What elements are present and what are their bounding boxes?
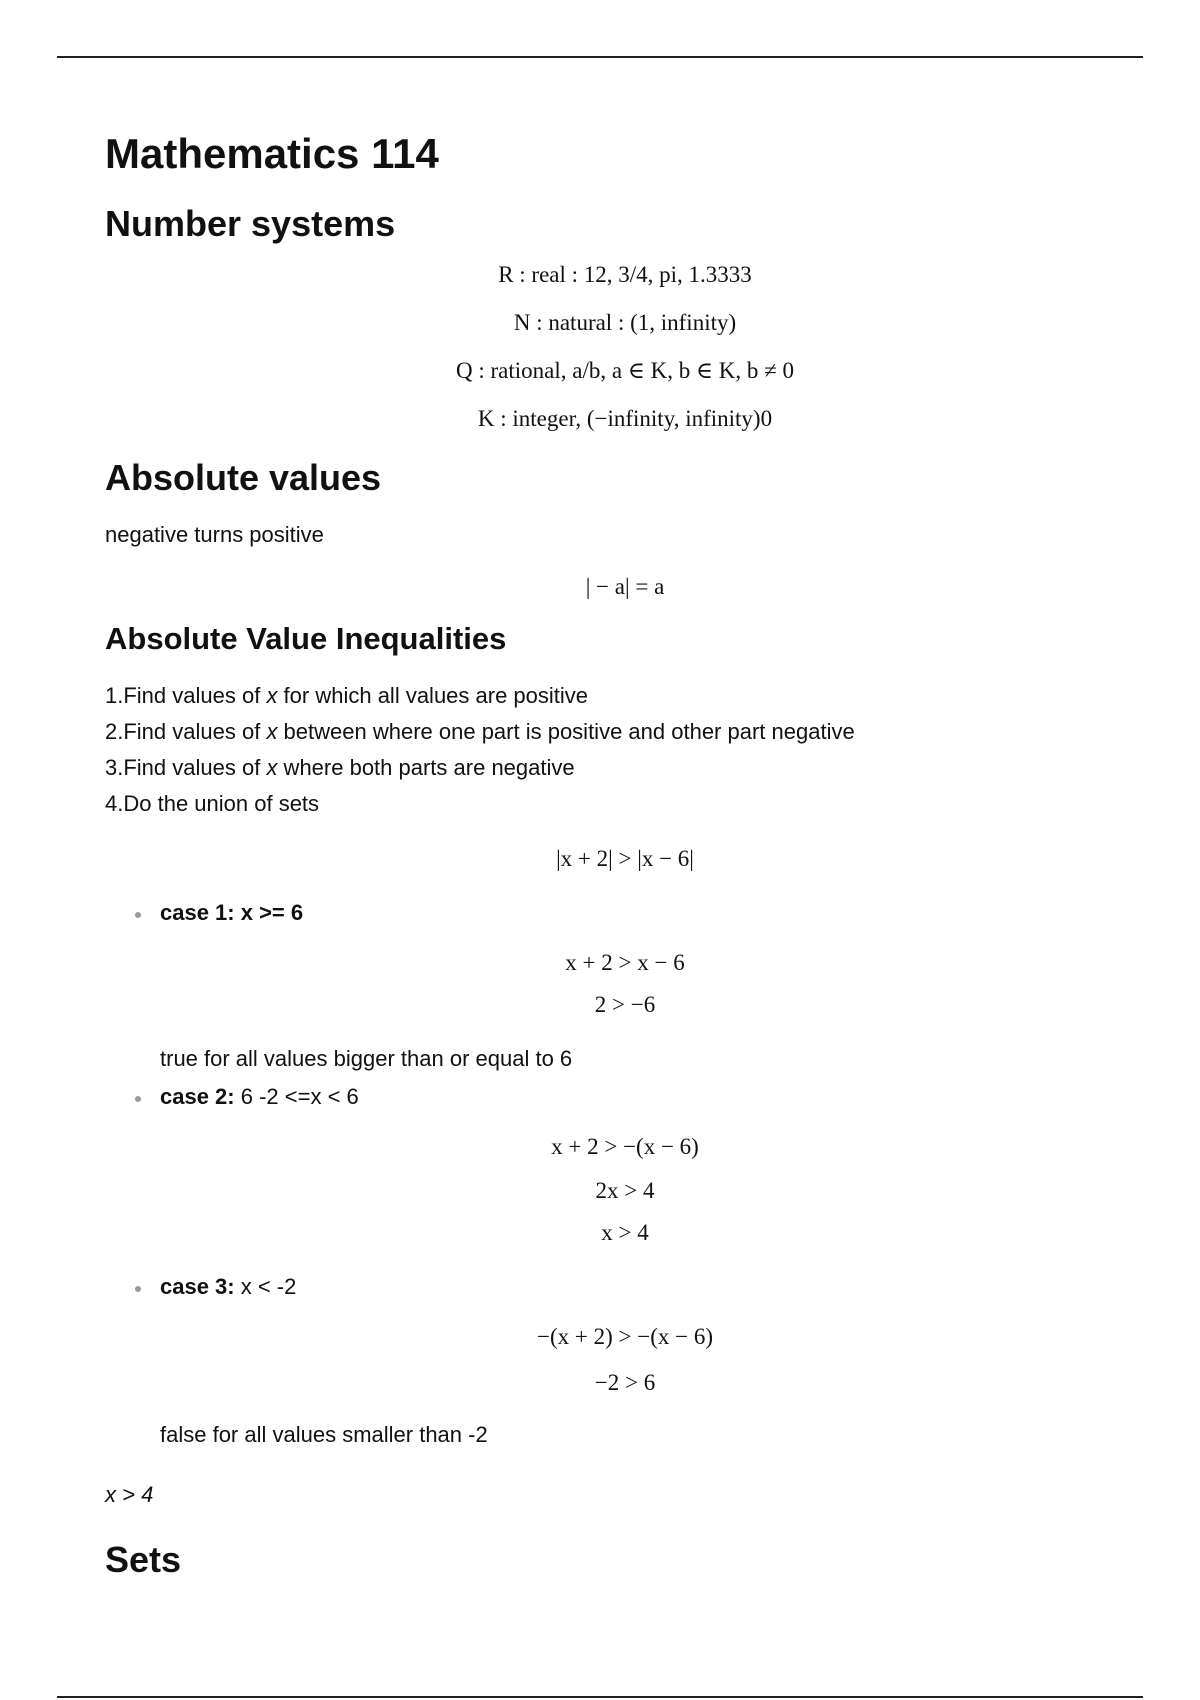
case-note: false for all values smaller than -2 xyxy=(160,1422,488,1447)
heading-absolute-values: Absolute values xyxy=(105,457,382,498)
case-list xyxy=(105,898,1145,1450)
case-formulas xyxy=(160,1132,1145,1248)
page-title: Mathematics 114 xyxy=(105,130,439,177)
case-label: case 1: x >= 6 xyxy=(160,900,304,925)
step-item: 2.Find values of x between where one part is positive and other part negative xyxy=(105,719,855,744)
step-item: 4.Do the union of sets xyxy=(105,791,320,816)
case-formula: −2 > 6 xyxy=(594,1370,656,1395)
case-label: case 3: x < -2 xyxy=(160,1274,297,1299)
step-item: 3.Find values of x where both parts are negative xyxy=(105,755,575,780)
case-formula: x + 2 > −(x − 6) xyxy=(551,1134,699,1159)
case-formulas xyxy=(160,1322,1145,1398)
number-system-natural: N : natural : (1, infinity) xyxy=(513,310,737,335)
top-rule xyxy=(57,56,1143,58)
case-formula: 2 > −6 xyxy=(594,992,656,1017)
case-item-2 xyxy=(105,1082,1145,1248)
number-systems-list xyxy=(105,260,1145,434)
heading-absolute-value-inequalities: Absolute Value Inequalities xyxy=(105,621,507,656)
bullet-icon xyxy=(135,1096,141,1102)
case-item-3 xyxy=(105,1272,1145,1450)
main-inequality-formula: |x + 2| > |x − 6| xyxy=(556,846,694,871)
bullet-icon xyxy=(135,1286,141,1292)
answer-text: x > 4 xyxy=(105,1482,154,1507)
absolute-values-formula: | − a| = a xyxy=(585,574,665,599)
step-item: 1.Find values of x for which all values are positive xyxy=(105,683,589,708)
document-body xyxy=(105,126,1145,1584)
case-formula: x > 4 xyxy=(601,1220,649,1245)
inequality-steps xyxy=(105,678,1145,822)
case-formula: x + 2 > x − 6 xyxy=(565,950,685,975)
case-formula: −(x + 2) > −(x − 6) xyxy=(537,1324,713,1349)
number-system-integer: K : integer, (−infinity, infinity)0 xyxy=(477,406,773,431)
answer-line xyxy=(105,1480,1145,1510)
bullet-icon xyxy=(135,912,141,918)
heading-number-systems: Number systems xyxy=(105,203,396,244)
case-formulas xyxy=(160,948,1145,1020)
bottom-rule xyxy=(57,1696,1143,1698)
number-system-rational: Q : rational, a/b, a ∈ K, b ∈ K, b ≠ 0 xyxy=(456,358,794,383)
number-system-real: R : real : 12, 3/4, pi, 1.3333 xyxy=(498,262,752,287)
case-label: case 2: 6 -2 <=x < 6 xyxy=(160,1084,359,1109)
case-note: true for all values bigger than or equal to 6 xyxy=(160,1046,573,1071)
case-item-1 xyxy=(105,898,1145,1074)
absolute-values-text: negative turns positive xyxy=(105,522,324,547)
heading-sets: Sets xyxy=(105,1539,182,1580)
case-formula: 2x > 4 xyxy=(595,1178,655,1203)
